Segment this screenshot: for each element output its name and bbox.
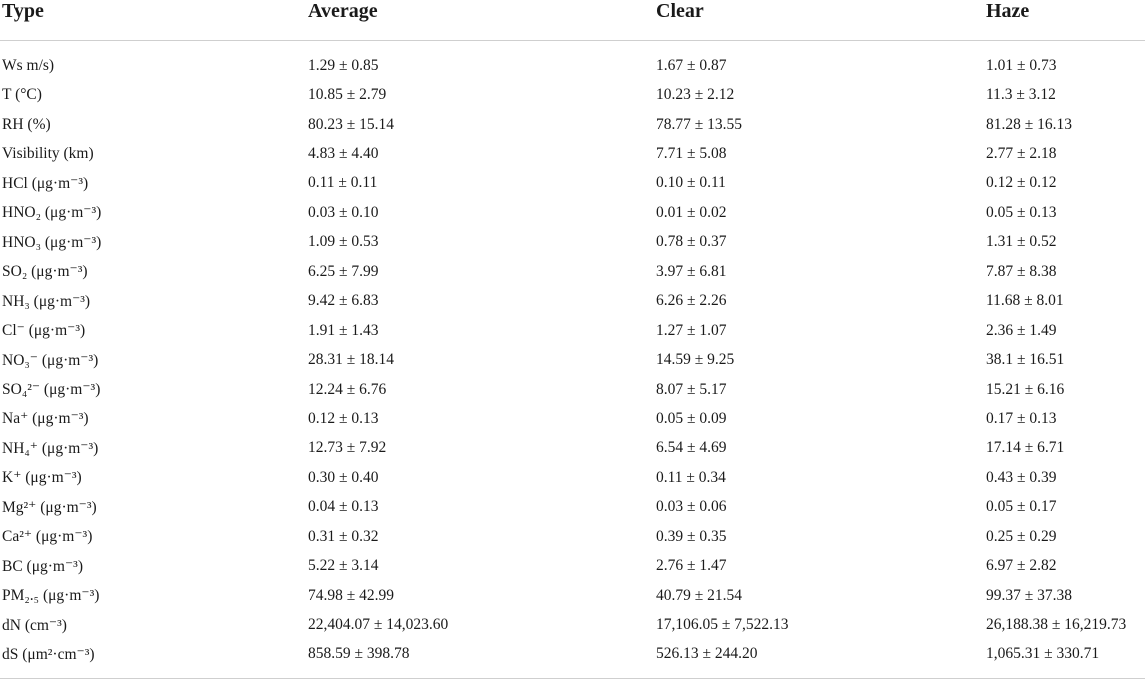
cell-clear: 17,106.05 ± 7,522.13 <box>656 616 789 634</box>
cell-type: Ws m/s) <box>2 56 55 74</box>
cell-clear: 526.13 ± 244.20 <box>656 645 758 663</box>
table-row <box>0 287 1145 316</box>
table-row <box>0 493 1145 522</box>
header-haze: Haze <box>986 0 1030 22</box>
table-body <box>0 41 1145 669</box>
cell-type: NH₃ (μg·m⁻³) <box>2 292 91 310</box>
cell-clear: 0.05 ± 0.09 <box>656 409 727 427</box>
cell-clear: 40.79 ± 21.54 <box>656 586 743 604</box>
cell-haze: 1.31 ± 0.52 <box>986 233 1057 251</box>
table-row <box>0 51 1145 80</box>
cell-haze: 0.12 ± 0.12 <box>986 174 1057 192</box>
table-row <box>0 404 1145 433</box>
table-row <box>0 110 1145 139</box>
table-row <box>0 610 1145 639</box>
cell-type: NH₄⁺ (μg·m⁻³) <box>2 439 99 457</box>
cell-type: SO₂ (μg·m⁻³) <box>2 263 88 281</box>
cell-clear: 10.23 ± 2.12 <box>656 86 735 104</box>
table-row <box>0 139 1145 168</box>
cell-type: Na⁺ (μg·m⁻³) <box>2 410 89 428</box>
cell-clear: 1.67 ± 0.87 <box>656 56 727 74</box>
cell-average: 0.11 ± 0.11 <box>308 174 378 192</box>
cell-haze: 6.97 ± 2.82 <box>986 557 1057 575</box>
table-row <box>0 375 1145 404</box>
table-row <box>0 463 1145 492</box>
cell-clear: 0.11 ± 0.34 <box>656 468 726 486</box>
cell-clear: 0.39 ± 0.35 <box>656 527 727 545</box>
cell-average: 28.31 ± 18.14 <box>308 351 395 369</box>
cell-average: 0.31 ± 0.32 <box>308 527 379 545</box>
cell-average: 0.12 ± 0.13 <box>308 409 379 427</box>
cell-haze: 1.01 ± 0.73 <box>986 56 1057 74</box>
cell-type: dS (μm²·cm⁻³) <box>2 645 95 663</box>
cell-type: T (°C) <box>2 86 42 104</box>
cell-average: 5.22 ± 3.14 <box>308 557 379 575</box>
cell-type: Ca²⁺ (μg·m⁻³) <box>2 528 93 546</box>
cell-haze: 26,188.38 ± 16,219.73 <box>986 616 1127 634</box>
cell-clear: 0.78 ± 0.37 <box>656 233 727 251</box>
cell-type: SO₄²⁻ (μg·m⁻³) <box>2 381 101 399</box>
cell-average: 9.42 ± 6.83 <box>308 292 379 310</box>
cell-clear: 14.59 ± 9.25 <box>656 351 735 369</box>
cell-type: Mg²⁺ (μg·m⁻³) <box>2 498 97 516</box>
table-row <box>0 316 1145 345</box>
header-clear: Clear <box>656 0 704 22</box>
cell-haze: 17.14 ± 6.71 <box>986 439 1065 457</box>
cell-type: BC (μg·m⁻³) <box>2 557 83 575</box>
cell-haze: 2.36 ± 1.49 <box>986 321 1057 339</box>
table-row <box>0 345 1145 374</box>
cell-haze: 11.68 ± 8.01 <box>986 292 1064 310</box>
cell-average: 12.73 ± 7.92 <box>308 439 387 457</box>
cell-average: 22,404.07 ± 14,023.60 <box>308 616 449 634</box>
table-row <box>0 522 1145 551</box>
cell-average: 1.29 ± 0.85 <box>308 56 379 74</box>
cell-clear: 6.54 ± 4.69 <box>656 439 727 457</box>
cell-clear: 3.97 ± 6.81 <box>656 262 727 280</box>
cell-average: 80.23 ± 15.14 <box>308 115 395 133</box>
cell-clear: 1.27 ± 1.07 <box>656 321 727 339</box>
cell-type: K⁺ (μg·m⁻³) <box>2 469 82 487</box>
table-row <box>0 80 1145 109</box>
cell-average: 10.85 ± 2.79 <box>308 86 387 104</box>
cell-clear: 8.07 ± 5.17 <box>656 380 727 398</box>
cell-type: PM₂.₅ (μg·m⁻³) <box>2 587 100 605</box>
cell-type: HNO₂ (μg·m⁻³) <box>2 204 102 222</box>
table-row <box>0 434 1145 463</box>
cell-haze: 38.1 ± 16.51 <box>986 351 1065 369</box>
cell-haze: 0.05 ± 0.13 <box>986 203 1057 221</box>
cell-clear: 6.26 ± 2.26 <box>656 292 727 310</box>
table-row <box>0 169 1145 198</box>
cell-average: 1.91 ± 1.43 <box>308 321 379 339</box>
cell-average: 0.30 ± 0.40 <box>308 468 379 486</box>
cell-haze: 0.43 ± 0.39 <box>986 468 1057 486</box>
cell-type: HNO₃ (μg·m⁻³) <box>2 233 102 251</box>
header-type: Type <box>2 0 44 22</box>
cell-haze: 15.21 ± 6.16 <box>986 380 1065 398</box>
cell-haze: 81.28 ± 16.13 <box>986 115 1073 133</box>
cell-haze: 11.3 ± 3.12 <box>986 86 1056 104</box>
cell-clear: 0.03 ± 0.06 <box>656 498 727 516</box>
cell-type: Visibility (km) <box>2 145 94 163</box>
cell-average: 6.25 ± 7.99 <box>308 262 379 280</box>
table-row <box>0 198 1145 227</box>
table-header <box>0 0 1145 38</box>
cell-clear: 0.01 ± 0.02 <box>656 203 727 221</box>
table-row <box>0 640 1145 669</box>
table-row <box>0 551 1145 580</box>
cell-haze: 7.87 ± 8.38 <box>986 262 1057 280</box>
cell-clear: 2.76 ± 1.47 <box>656 557 727 575</box>
cell-haze: 0.17 ± 0.13 <box>986 409 1057 427</box>
cell-type: RH (%) <box>2 115 51 133</box>
cell-haze: 0.05 ± 0.17 <box>986 498 1057 516</box>
cell-type: Cl⁻ (μg·m⁻³) <box>2 322 86 340</box>
cell-type: NO₃⁻ (μg·m⁻³) <box>2 351 99 369</box>
table-row <box>0 257 1145 286</box>
cell-average: 1.09 ± 0.53 <box>308 233 379 251</box>
cell-average: 858.59 ± 398.78 <box>308 645 410 663</box>
bottom-divider <box>0 678 1145 679</box>
cell-haze: 1,065.31 ± 330.71 <box>986 645 1100 663</box>
cell-haze: 99.37 ± 37.38 <box>986 586 1073 604</box>
cell-clear: 78.77 ± 13.55 <box>656 115 743 133</box>
cell-average: 0.04 ± 0.13 <box>308 498 379 516</box>
cell-average: 12.24 ± 6.76 <box>308 380 387 398</box>
header-average: Average <box>308 0 378 22</box>
table-row <box>0 228 1145 257</box>
table-row <box>0 581 1145 610</box>
cell-clear: 7.71 ± 5.08 <box>656 145 727 163</box>
cell-average: 0.03 ± 0.10 <box>308 203 379 221</box>
cell-haze: 2.77 ± 2.18 <box>986 145 1057 163</box>
cell-clear: 0.10 ± 0.11 <box>656 174 726 192</box>
cell-haze: 0.25 ± 0.29 <box>986 527 1057 545</box>
cell-type: HCl (μg·m⁻³) <box>2 174 89 192</box>
cell-average: 74.98 ± 42.99 <box>308 586 395 604</box>
cell-type: dN (cm⁻³) <box>2 616 67 634</box>
cell-average: 4.83 ± 4.40 <box>308 145 379 163</box>
